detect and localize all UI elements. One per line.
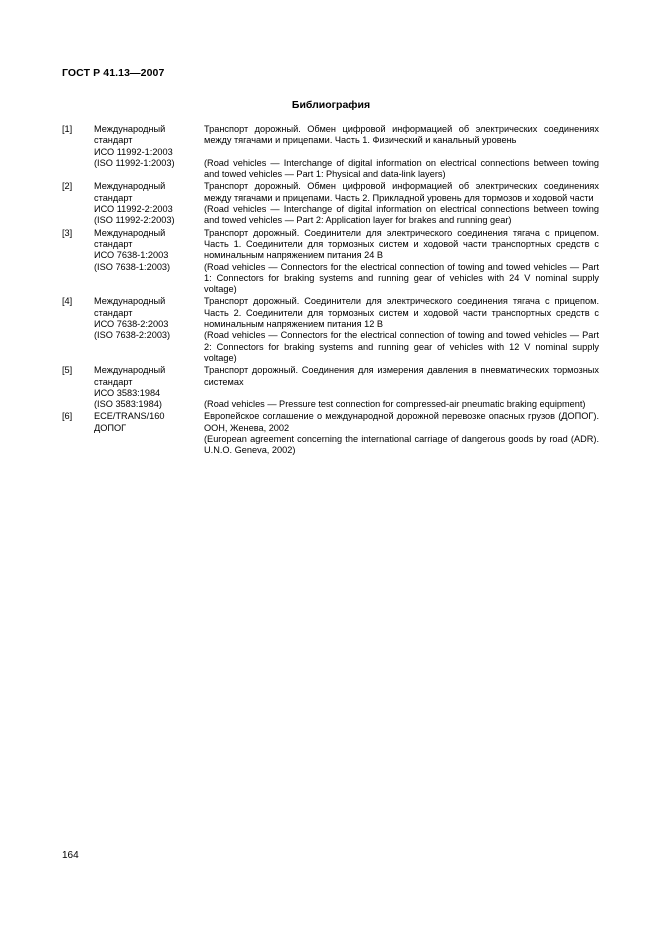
reference-line: стандарт: [94, 307, 133, 318]
entry-number: [5]: [62, 365, 73, 376]
entry-reference: [94, 296, 204, 364]
reference-line: ИСО 11992-2:2003: [94, 204, 173, 215]
reference-line: стандарт: [94, 135, 133, 146]
reference-line: Международный: [94, 296, 166, 307]
entry-number: [6]: [62, 411, 73, 422]
reference-line: стандарт: [94, 192, 133, 203]
entry-description: [204, 124, 599, 180]
entry-description: [204, 365, 599, 410]
reference-line: Международный: [94, 227, 166, 238]
bibliography-entry: [62, 365, 599, 410]
entry-title-ru: Европейское соглашение о международной дорожной перевозке опасных грузов (ДОПОГ). ООН, Женева, 2002: [204, 411, 599, 433]
reference-line: ИСО 7638-1:2003: [94, 250, 169, 261]
reference-line: ИСО 7638-2:2003: [94, 319, 169, 330]
entry-title-en: (Road vehicles — Connectors for the electrical connection of towing and towed vehicles — Part 1: Connectors for braking systems and running gear of vehicles with 24 V nominal supply voltage): [204, 261, 599, 295]
entry-description: [204, 296, 599, 364]
reference-line: (ISO 7638-1:2003): [94, 261, 171, 272]
entry-title-ru: Транспорт дорожный. Обмен цифровой информацией об электрических соединениях между тягачами и прицепами. Часть 2. Прикладной уровень для тормозов и ходовой части: [204, 181, 599, 203]
entry-number: [4]: [62, 296, 73, 307]
entry-number: [1]: [62, 124, 73, 134]
reference-line: Международный: [94, 181, 166, 192]
reference-line: стандарт: [94, 376, 133, 387]
bibliography-entry: [62, 411, 599, 456]
entry-title-ru: Транспорт дорожный. Соединители для электрического соединения тягача с прицепом. Часть 1. Соединители для тормозных систем и ходовой части транспортных средств с номинальным напряжением питания 24 В: [204, 227, 599, 261]
entry-reference: [94, 124, 204, 180]
reference-line: ДОПОГ: [94, 422, 127, 433]
entry-number: [3]: [62, 227, 73, 238]
reference-line: (ISO 11992-1:2003): [94, 157, 175, 168]
reference-line: (ISO 3583:1984): [94, 399, 162, 410]
entry-title-en: (Road vehicles — Interchange of digital information on electrical connections between towing and towed vehicles — Part 2: Application layer for brakes and running gear): [204, 204, 599, 226]
entry-title-ru: Транспорт дорожный. Соединители для электрического соединения тягача с прицепом. Часть 2. Соединители для тормозных систем и ходовой части транспортных средств с номинальным напряжением питания 12 В: [204, 296, 599, 330]
page-number: 164: [62, 850, 79, 861]
entry-description: [204, 181, 599, 226]
entry-title-en: (European agreement concerning the international carriage of dangerous goods by road (ADR). U.N.O. Geneva, 2002): [204, 434, 599, 456]
entry-title-en: (Road vehicles — Interchange of digital information on electrical connections between towing and towed vehicles — Part 1: Physical and data-link layers): [204, 157, 599, 180]
section-title: Библиография: [291, 99, 371, 111]
reference-line: Международный: [94, 365, 166, 376]
reference-line: ИСО 3583:1984: [94, 387, 161, 398]
reference-line: стандарт: [94, 238, 133, 249]
entry-title-ru: Транспорт дорожный. Соединения для измерения давления в пневматических тормозных системах: [204, 365, 599, 387]
entry-title-en: (Road vehicles — Connectors for the electrical connection of towing and towed vehicles — Part 2: Connectors for braking systems and running gear of vehicles with 12 V nominal supply voltage): [204, 330, 599, 363]
entry-reference: [94, 365, 204, 410]
entry-reference: [94, 181, 204, 226]
entry-number: [2]: [62, 181, 73, 192]
bibliography-entry: [62, 228, 599, 296]
entry-description: [204, 411, 599, 456]
bibliography-entry: [62, 181, 599, 226]
reference-line: Международный: [94, 124, 166, 134]
entry-title-en: (Road vehicles — Pressure test connection for compressed-air pneumatic braking equipment): [204, 399, 586, 410]
reference-line: (ISO 7638-2:2003): [94, 330, 171, 341]
reference-line: (ISO 11992-2:2003): [94, 215, 175, 226]
reference-line: ИСО 11992-1:2003: [94, 146, 173, 157]
document-header: ГОСТ Р 41.13—2007: [62, 67, 165, 79]
bibliography-list: [62, 124, 599, 458]
bibliography-entry: [62, 124, 599, 180]
entry-reference: [94, 411, 204, 456]
bibliography-entry: [62, 296, 599, 364]
entry-description: [204, 228, 599, 296]
reference-line: ECE/TRANS/160: [94, 411, 165, 422]
entry-reference: [94, 228, 204, 296]
entry-title-ru: Транспорт дорожный. Обмен цифровой информацией об электрических соединениях между тягачами и прицепами. Часть 1. Физический и канальный уровень: [204, 124, 599, 146]
